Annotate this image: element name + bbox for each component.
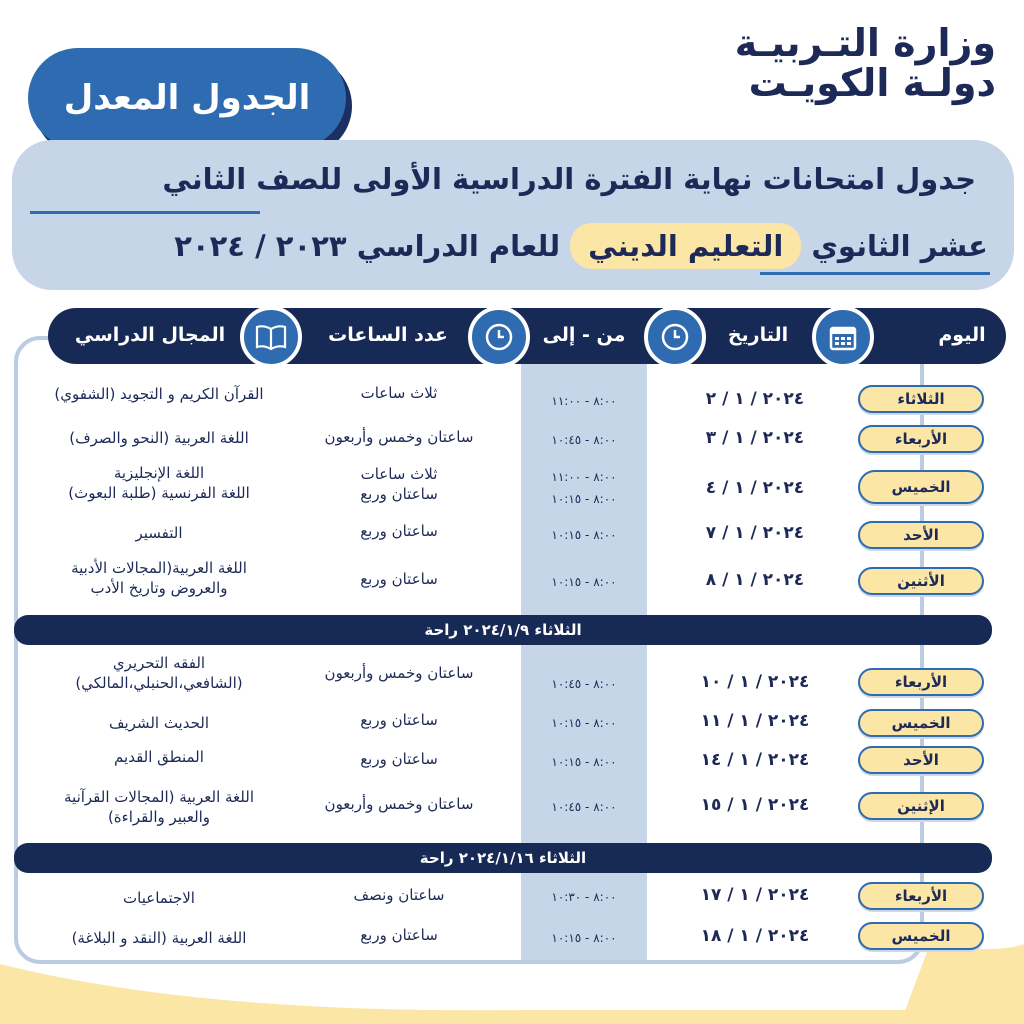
title-grade: عشر الثانوي (811, 229, 988, 263)
decorative-wave (0, 944, 1024, 1024)
title-track-highlight: التعليم الديني (570, 223, 801, 269)
time-cell: ٨:٠٠ - ١٠:١٥ (551, 528, 617, 542)
header-time: من - إلى (542, 324, 626, 346)
header-day: اليوم (938, 324, 986, 346)
header-date: التاريخ (727, 324, 789, 346)
subject-cell: التفسير (135, 524, 183, 542)
rest-day-bar (14, 615, 992, 645)
date-cell: ٢٠٢٤ / ١ / ٢ (705, 389, 805, 409)
time-cell: ٨:٠٠ - ١٠:١٥ (551, 492, 617, 506)
header-subject: المجال الدراسي (74, 324, 226, 346)
rest-day-label: الثلاثاء ٢٠٢٤/١/١٦ راحة (419, 849, 587, 867)
title-line-1: جدول امتحانات نهاية الفترة الدراسية الأولى للصف الثاني (162, 162, 976, 196)
time-cell: ٨:٠٠ - ١٠:١٥ (551, 755, 617, 769)
subject-cell: اللغة العربية (النقد و البلاغة) (71, 929, 247, 947)
day-pill: الخميس (858, 922, 984, 950)
hours-cell: ثلاث ساعات (360, 384, 438, 402)
clock-icon (468, 306, 530, 368)
country-name: دولـة الكويـت (748, 60, 996, 105)
hours-cell: ساعتان وربع (360, 522, 438, 540)
subject-cell: الاجتماعيات (123, 889, 195, 907)
time-cell: ٨:٠٠ - ١٠:١٥ (551, 931, 617, 945)
day-pill: الإثنين (858, 792, 984, 820)
hours-cell: ساعتان وخمس وأربعون (324, 428, 474, 446)
date-cell: ٢٠٢٤ / ١ / ١١ (700, 711, 810, 731)
subject-cell: اللغة الإنجليزية اللغة الفرنسية (طلبة البعوث) (68, 464, 250, 503)
subject-cell: اللغة العربية(المجالات الأدبية والعروض وتاريخ الأدب (71, 559, 247, 598)
day-pill: الأربعاء (858, 668, 984, 696)
time-cell: ٨:٠٠ - ١٠:٤٥ (551, 800, 617, 814)
badge-label: الجدول المعدل (63, 78, 311, 118)
time-cell: ٨:٠٠ - ١١:٠٠ (551, 470, 617, 484)
day-pill: الأحد (858, 746, 984, 774)
clock-icon (644, 306, 706, 368)
hours-cell: ساعتان ونصف (353, 886, 445, 904)
day-pill: الأحد (858, 521, 984, 549)
calendar-icon (812, 306, 874, 368)
date-cell: ٢٠٢٤ / ١ / ٣ (705, 428, 805, 448)
time-cell: ٨:٠٠ - ١٠:٤٥ (551, 433, 617, 447)
date-cell: ٢٠٢٤ / ١ / ٧ (705, 523, 805, 543)
subject-cell: المنطق القديم (114, 748, 204, 766)
date-cell: ٢٠٢٤ / ١ / ١٥ (700, 795, 810, 815)
day-pill: الأربعاء (858, 425, 984, 453)
rest-day-bar (14, 843, 992, 873)
ministry-logo-text (696, 21, 996, 105)
hours-cell: ساعتان وربع (360, 570, 438, 588)
hours-cell: ساعتان وخمس وأربعون (324, 795, 474, 813)
time-cell: ٨:٠٠ - ١١:٠٠ (551, 394, 617, 408)
revised-schedule-badge (28, 48, 346, 148)
date-cell: ٢٠٢٤ / ١ / ١٤ (700, 750, 810, 770)
rest-day-label: الثلاثاء ٢٠٢٤/١/٩ راحة (424, 621, 582, 639)
hours-cell: ساعتان وربع (360, 711, 438, 729)
day-pill: الخميس (858, 709, 984, 737)
date-cell: ٢٠٢٤ / ١ / ١٧ (700, 885, 810, 905)
title-year: للعام الدراسي ٢٠٢٣ / ٢٠٢٤ (174, 229, 561, 263)
ministry-name: وزارة التـربيـة (734, 21, 996, 65)
subject-cell: الفقه التحريري (الشافعي،الحنبلي،المالكي) (75, 654, 243, 693)
hours-cell: ساعتان وربع (360, 926, 438, 944)
day-pill: الأربعاء (858, 882, 984, 910)
day-pill: الأثنين (858, 567, 984, 595)
day-pill: الثلاثاء (858, 385, 984, 413)
book-icon (240, 306, 302, 368)
date-cell: ٢٠٢٤ / ١ / ٨ (705, 570, 805, 590)
subject-cell: اللغة العربية (النحو والصرف) (69, 429, 249, 447)
header-hours: عدد الساعات (328, 324, 448, 346)
title-line-2 (58, 214, 988, 278)
subject-cell: القرآن الكريم و التجويد (الشفوي) (54, 385, 264, 403)
date-cell: ٢٠٢٤ / ١ / ١٨ (700, 926, 810, 946)
title-underline (760, 272, 990, 275)
time-cell: ٨:٠٠ - ١٠:٤٥ (551, 677, 617, 691)
subject-cell: اللغة العربية (المجالات القرآنية والعبير والقراءة) (64, 788, 254, 827)
time-cell: ٨:٠٠ - ١٠:١٥ (551, 716, 617, 730)
subject-cell: الحديث الشريف (108, 714, 210, 732)
date-cell: ٢٠٢٤ / ١ / ١٠ (700, 672, 810, 692)
date-cell: ٢٠٢٤ / ١ / ٤ (705, 478, 805, 498)
hours-cell: ثلاث ساعات ساعتان وربع (360, 465, 438, 503)
hours-cell: ساعتان وربع (360, 750, 438, 768)
day-pill: الخميس (858, 470, 984, 504)
hours-cell: ساعتان وخمس وأربعون (324, 664, 474, 682)
time-cell: ٨:٠٠ - ١٠:٣٠ (551, 890, 617, 904)
time-cell: ٨:٠٠ - ١٠:١٥ (551, 575, 617, 589)
